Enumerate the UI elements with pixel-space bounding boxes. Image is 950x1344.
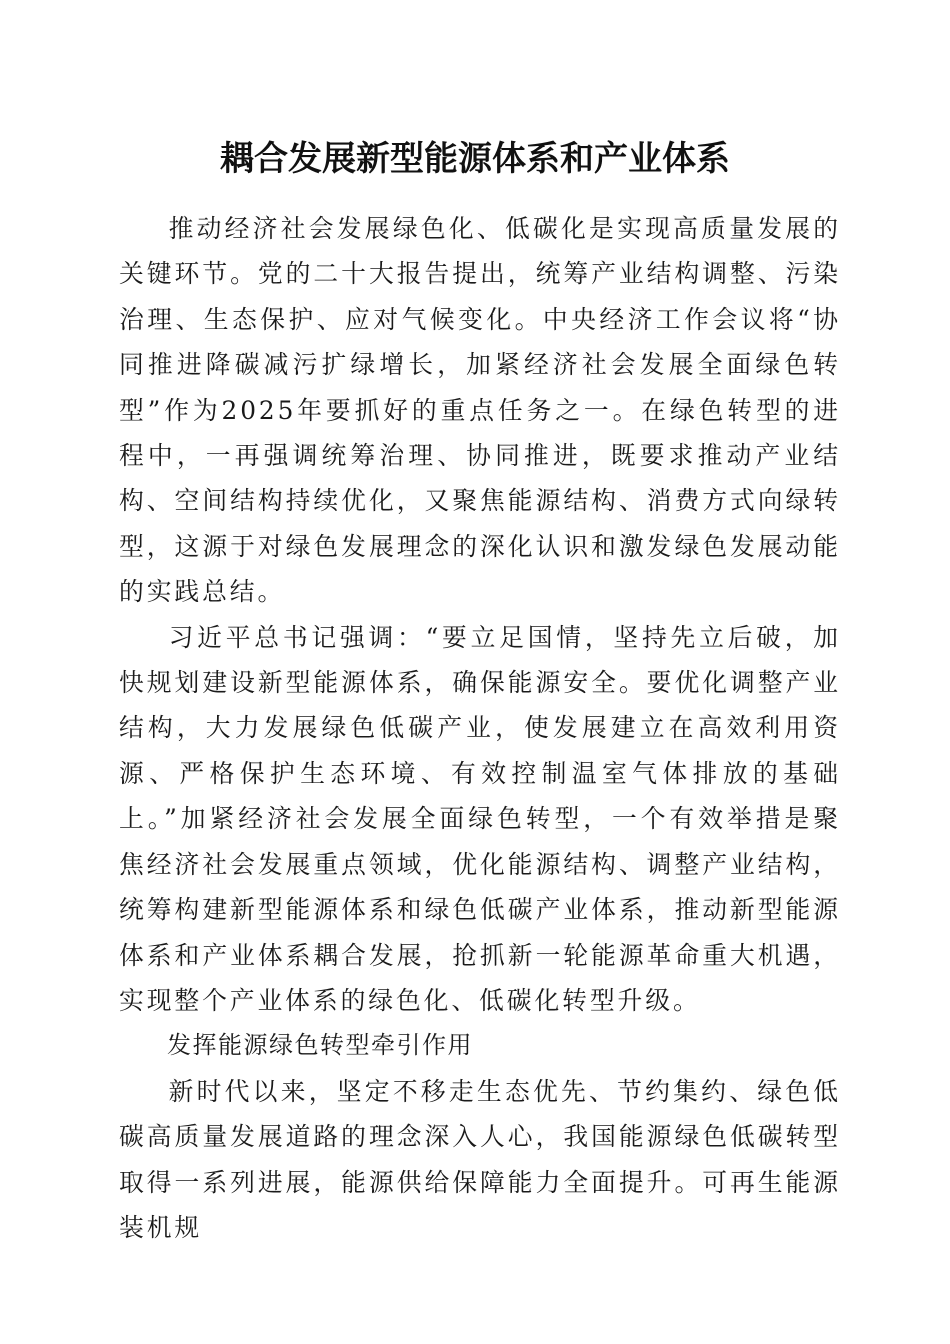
body-paragraph-2: 习近平总书记强调：“要立足国情，坚持先立后破，加快规划建设新型能源体系，确保能源安全。要优化调整产业结构，大力发展绿色低碳产业，使发展建立在高效利用资源、严格保护生态环境、有效控制温室气体排放的基础上。”加紧经济社会发展全面绿色转型，一个有效举措是聚焦经济社会发展重点领域，优化能源结构、调整产业结构，统筹构建新型能源体系和绿色低碳产业体系，推动新型能源体系和产业体系耦合发展，抢抓新一轮能源革命重大机遇，实现整个产业体系的绿色化、低碳化转型升级。 — [119, 622, 841, 1015]
body-paragraph-3: 新时代以来，坚定不移走生态优先、节约集约、绿色低碳高质量发展道路的理念深入人心，我国能源绿色低碳转型取得一系列进展，能源供给保障能力全面提升。可再生能源装机规 — [119, 1076, 841, 1242]
document-title: 耦合发展新型能源体系和产业体系 — [220, 139, 730, 179]
document-body — [119, 206, 841, 1250]
section-heading: 发挥能源绿色转型牵引作用 — [167, 1031, 473, 1060]
body-paragraph-1: 推动经济社会发展绿色化、低碳化是实现高质量发展的关键环节。党的二十大报告提出，统筹产业结构调整、污染治理、生态保护、应对气候变化。中央经济工作会议将“协同推进降碳减污扩绿增长，加紧经济社会发展全面绿色转型”作为2025年要抓好的重点任务之一。在绿色转型的进程中，一再强调统筹治理、协同推进，既要求推动产业结构、空间结构持续优化，又聚焦能源结构、消费方式向绿转型，这源于对绿色发展理念的深化认识和激发绿色发展动能的实践总结。 — [119, 214, 841, 607]
